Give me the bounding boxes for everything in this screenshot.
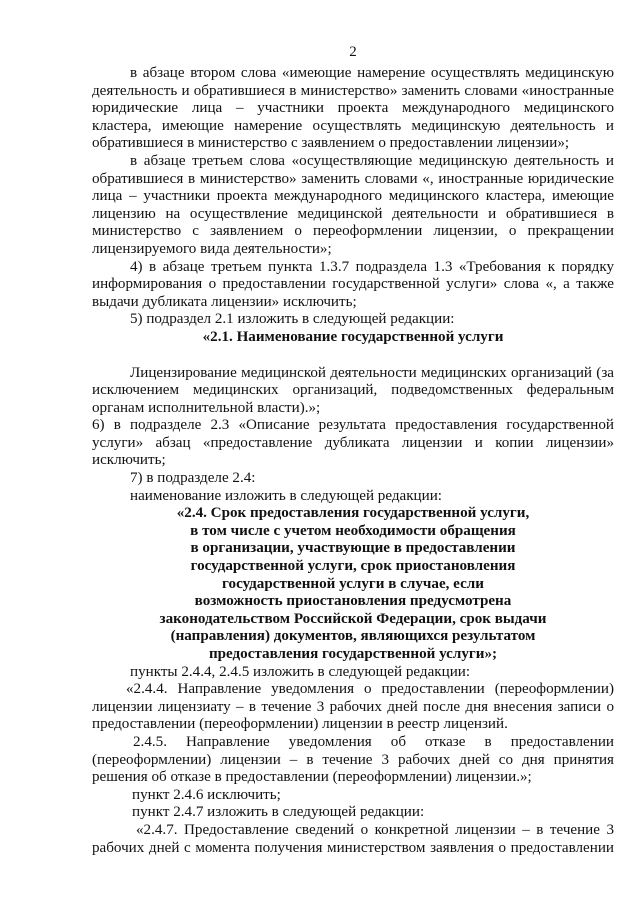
heading-line: «2.4. Срок предоставления государственной услуги, [176, 505, 530, 522]
paragraph: «2.4.7. Предоставление сведений о конкретной лицензии – в течение 3 рабочих дней с момента получения министерством заявления о предоставлении [92, 821, 614, 856]
paragraph: пункт 2.4.7 изложить в следующей редакции: [132, 804, 425, 821]
paragraph: 4) в абзаце третьем пункта 1.3.7 подраздела 1.3 «Требования к порядку информирования о предоставлении государственной услуги» слова «, а также выдачи дубликата лицензии» исключить; [92, 258, 614, 310]
section-heading: «2.1. Наименование государственной услуги [202, 328, 504, 345]
heading-line: в том числе с учетом необходимости обращения [190, 522, 516, 539]
paragraph: 7) в подразделе 2.4: [130, 470, 256, 487]
paragraph: 6) в подразделе 2.3 «Описание результата предоставления государственной услуги» абзац «предоставление дубликата лицензии и копии лицензии» исключить; [92, 417, 614, 469]
paragraph: Лицензирование медицинской деятельности медицинских организаций (за исключением медицинских организаций, подведомственных федеральным органам исполнительной власти).»; [92, 364, 614, 416]
section-heading-2-4 [92, 505, 614, 663]
paragraph: пункт 2.4.6 исключить; [132, 786, 281, 803]
blank-line [92, 347, 614, 365]
document-body [92, 65, 614, 857]
paragraph: в абзаце втором слова «имеющие намерение осуществлять медицинскую деятельность и обратившиеся в министерство» заменить словами «иностранные юридические лица – участники проекта международного медицинского кластера, имеющие намерение осуществлять медицинскую деятельность и обратившиеся в министерство с заявлением о предоставлении лицензии»; [92, 65, 614, 152]
heading-line: государственной услуги, срок приостановления [190, 558, 516, 575]
paragraph: 5) подраздел 2.1 изложить в следующей редакции: [130, 311, 455, 328]
heading-line: (направления) документов, являющихся результатом [170, 628, 536, 645]
paragraph: наименование изложить в следующей редакции: [130, 487, 442, 504]
paragraph: в абзаце третьем слова «осуществляющие медицинскую деятельность и обратившиеся в министерство» заменить словами «, иностранные юридические лица – участники проекта международного медицинского кластера, имеющие лицензию на осуществление медицинской деятельности и обратившиеся в министерство с заявлением о переоформлении лицензии, о прекращении лицензируемого вида деятельности»; [92, 152, 614, 257]
heading-line: законодательством Российской Федерации, срок выдачи [159, 610, 547, 627]
heading-line: возможность приостановления предусмотрена [194, 593, 512, 610]
paragraph: пункты 2.4.4, 2.4.5 изложить в следующей редакции: [130, 663, 471, 680]
page-number: 2 [349, 44, 357, 60]
heading-line: предоставления государственной услуги»; [208, 646, 498, 662]
heading-line: в организации, участвующие в предоставлении [190, 540, 516, 557]
paragraph: «2.4.4. Направление уведомления о предоставлении (переоформлении) лицензии лицензиату – в течение 3 рабочих дней после дня внесения записи о предоставлении (переоформлении) лицензии в реестр лицензий. [92, 681, 614, 733]
paragraph: 2.4.5. Направление уведомления об отказе в предоставлении (переоформлении) лицензии – в течение 3 рабочих дней со дня принятия решения об отказе в предоставлении (переоформлении) лицензии.»; [92, 733, 614, 786]
heading-line: государственной услуги в случае, если [222, 575, 484, 592]
